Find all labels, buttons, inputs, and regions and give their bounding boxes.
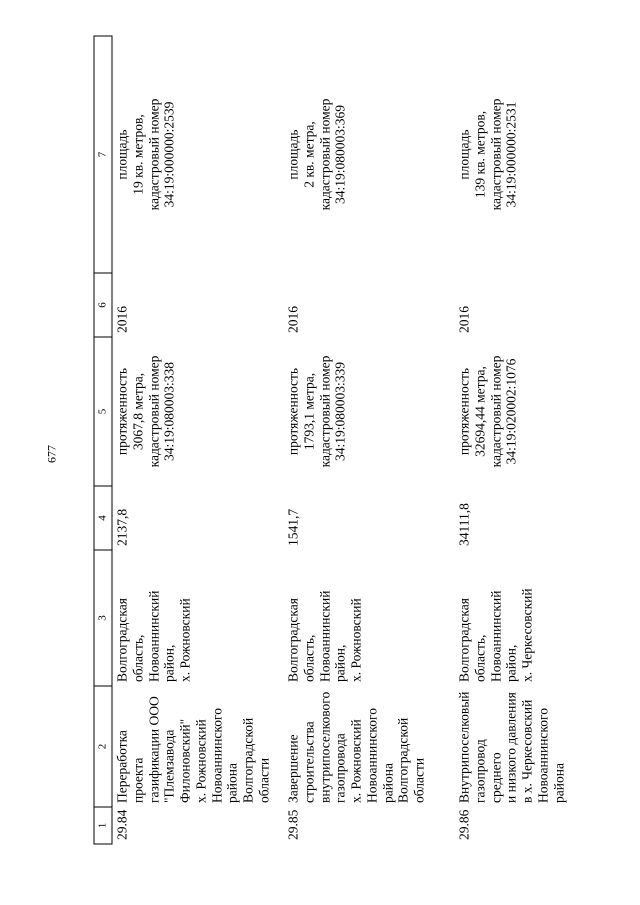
cell-object-name-line: в х. Черкесовский (519, 699, 535, 803)
cell-object-name-line: Филоновский" (177, 718, 193, 803)
cell-location-line: Новоаннинский (317, 590, 333, 682)
cell-extent-line: протяженность (285, 367, 301, 455)
cell-location-line: х. Черкесовский (519, 587, 535, 682)
cell-location-line: область, (301, 634, 317, 682)
cell-area-line: кадастровый номер (488, 98, 504, 210)
cell-area-line: 34:19:080003:369 (332, 104, 348, 204)
cell-object-name-line: внутрипоселкового (317, 691, 333, 803)
cell-object-name-line: х. Рожновский (348, 718, 364, 803)
cell-area-line: кадастровый номер (317, 98, 333, 210)
table-header-row (94, 36, 112, 844)
cell-object-name (455, 686, 626, 807)
cell-extent-line: кадастровый номер (488, 355, 504, 467)
cell-location (112, 550, 284, 686)
cell-object-name-line: газопровода (332, 732, 348, 803)
cell-object-name-line: Волгоградской (240, 717, 256, 803)
cell-object-name-line: района (380, 762, 396, 803)
cell-area-line: 139 кв. метров, (472, 110, 488, 198)
cell-object-name-line: Завершение (285, 733, 301, 803)
cell-area-line: 2 кв. метра, (301, 120, 317, 188)
cell-extent (112, 337, 284, 486)
cell-item-number: 29.84 (114, 809, 130, 840)
cell-location-line: х. Рожновский (348, 597, 364, 682)
cell-extent-line: 32694,44 метра, (472, 365, 488, 457)
cell-object-name-line: "Племзавода (161, 729, 177, 803)
page-number (40, 434, 64, 474)
cell-value: 2137,8 (114, 508, 130, 546)
column-header: 4 (94, 486, 112, 550)
column-header: 2 (94, 686, 112, 807)
cell-area (284, 36, 455, 273)
object-table (94, 35, 626, 844)
cell-object-name-line: Новоаннинского (209, 707, 225, 803)
cell-object-name-line: и низкого давления (503, 691, 519, 803)
cell-area-line: площадь (456, 128, 472, 180)
cell-location-line: Новоаннинский (488, 590, 504, 682)
cell-value: 1541,7 (285, 508, 301, 546)
cell-object-name-line: Волгоградской (395, 717, 411, 803)
cell-area-line: площадь (114, 128, 130, 180)
cell-location-line: область, (472, 634, 488, 682)
cell-extent-line: 3067,8 метра, (130, 372, 146, 450)
cell-location (284, 550, 455, 686)
cell-year: 2016 (114, 305, 130, 333)
cell-extent-line: кадастровый номер (146, 355, 162, 467)
cell-object-name-line: х. Рожновский (193, 718, 209, 803)
cell-location-line: Волгоградская (456, 597, 472, 682)
cell-object-name-line: Внутрипоселковый (456, 690, 472, 803)
cell-area (455, 36, 626, 273)
cell-object-name (284, 686, 455, 807)
cell-extent-line: 34:19:080003:339 (332, 361, 348, 461)
cell-extent-line: протяженность (456, 367, 472, 455)
cell-year: 2016 (456, 305, 472, 333)
object-table-frame (94, 36, 627, 844)
cell-area-line: 34:19:000000:2539 (161, 101, 177, 207)
cell-object-name-line: Новоаннинского (364, 707, 380, 803)
cell-extent-line: 1793,1 метра, (301, 372, 317, 450)
cell-object-name-line: области (411, 757, 427, 803)
cell-extent (455, 337, 626, 486)
cell-location (455, 550, 626, 686)
cell-object-name-line: Переработка проекта (114, 729, 146, 803)
cell-area-line: 19 кв. метров, (130, 113, 146, 195)
column-header: 5 (94, 337, 112, 486)
table-row (112, 36, 284, 844)
cell-object-name-line: района (224, 762, 240, 803)
column-header: 3 (94, 550, 112, 686)
table-body (112, 36, 626, 844)
cell-location-line: область, (130, 634, 146, 682)
table-row (284, 36, 455, 844)
cell-object-name-line: Новоаннинского (535, 707, 551, 803)
cell-item-number: 29.86 (456, 809, 472, 840)
cell-area-line: 34:19:000000:2531 (503, 101, 519, 207)
cell-object-name (112, 686, 284, 807)
cell-area (112, 36, 284, 273)
cell-location-line: район, (332, 644, 348, 682)
cell-year: 2016 (285, 305, 301, 333)
cell-object-name-line: строительства (301, 720, 317, 803)
cell-location-line: Волгоградская (285, 597, 301, 682)
cell-object-name-line: области (256, 757, 272, 803)
cell-extent-line: кадастровый номер (317, 355, 333, 467)
column-header: 6 (94, 273, 112, 337)
cell-location-line: район, (161, 644, 177, 682)
cell-object-name-line: газификации ООО (146, 695, 162, 803)
page-number-text: 677 (44, 445, 59, 463)
cell-location-line: район, (503, 644, 519, 682)
cell-object-name-line: газопровод среднего (472, 738, 504, 803)
cell-item-number: 29.85 (285, 809, 301, 840)
column-header: 7 (94, 36, 112, 273)
cell-extent-line: 34:19:020002:1076 (503, 358, 519, 464)
cell-location-line: х. Рожновский (177, 597, 193, 682)
cell-area-line: кадастровый номер (146, 98, 162, 210)
cell-extent (284, 337, 455, 486)
cell-location-line: Волгоградская (114, 597, 130, 682)
cell-area-line: площадь (285, 128, 301, 180)
table-row (455, 36, 626, 844)
cell-object-name-line: района (551, 762, 567, 803)
column-header: 1 (94, 807, 112, 844)
cell-extent-line: 34:19:080003:338 (161, 361, 177, 461)
cell-extent-line: протяженность (114, 367, 130, 455)
cell-value: 34111,8 (456, 502, 472, 546)
cell-location-line: Новоаннинский (146, 590, 162, 682)
